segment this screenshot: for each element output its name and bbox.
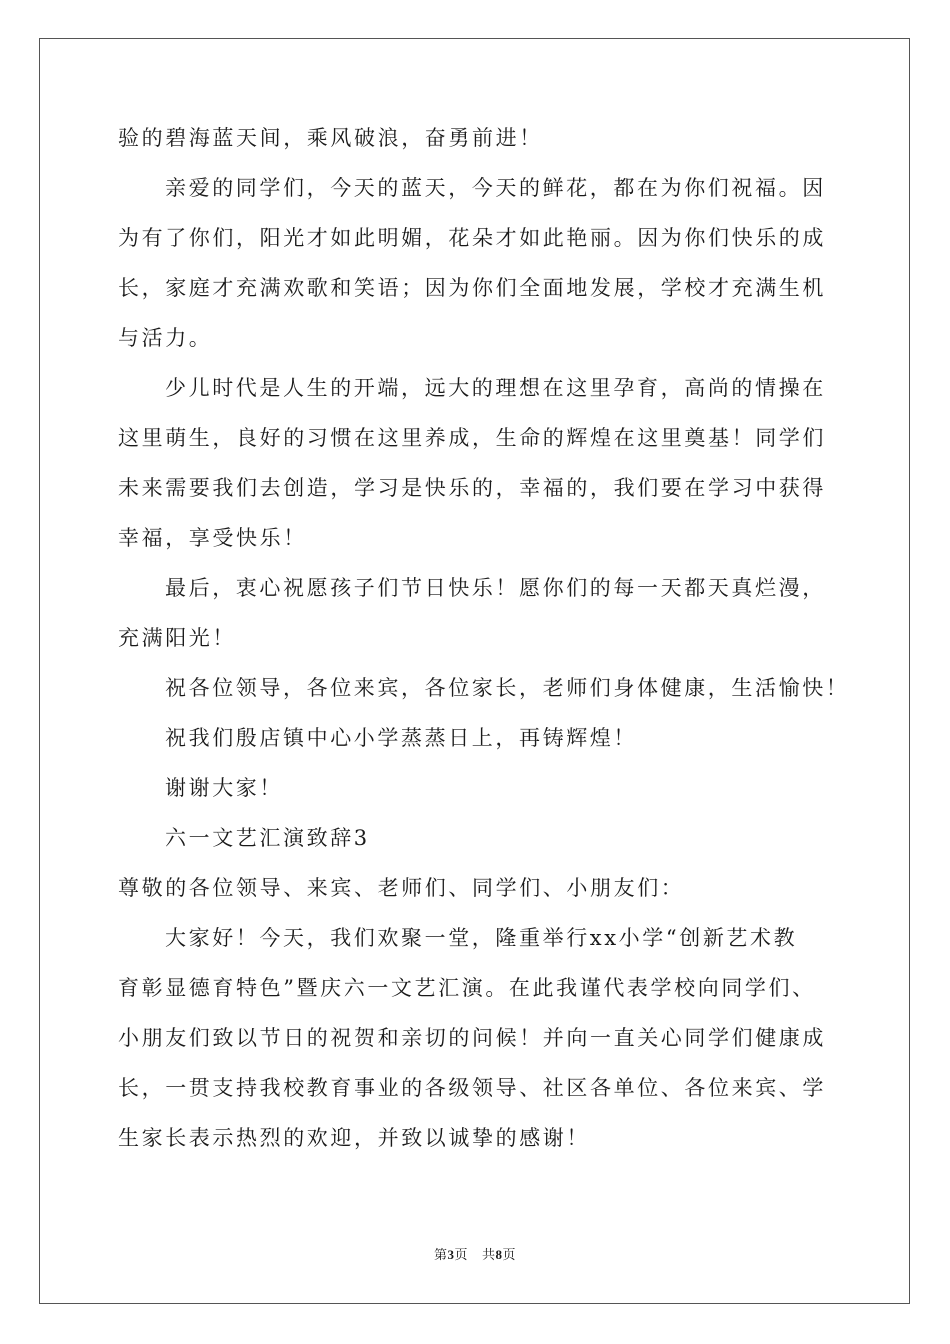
page-suffix: 页 [454, 1248, 468, 1263]
text-line: 为有了你们，阳光才如此明媚，花朵才如此艳丽。因为你们快乐的成 [118, 226, 826, 250]
paragraph-start: 谢谢大家！ [165, 776, 283, 800]
paragraph-start: 亲爱的同学们，今天的蓝天，今天的鲜花，都在为你们祝福。因 [165, 176, 826, 200]
text-line: 小朋友们致以节日的祝贺和亲切的问候！并向一直关心同学们健康成 [118, 1026, 826, 1050]
text-line: 未来需要我们去创造，学习是快乐的，幸福的，我们要在学习中获得 [118, 476, 826, 500]
text-line: 这里萌生，良好的习惯在这里养成，生命的辉煌在这里奠基！同学们 [118, 426, 826, 450]
paragraph-start: 祝各位领导，各位来宾，各位家长，老师们身体健康，生活愉快！ [165, 676, 850, 700]
section-heading: 六一文艺汇演致辞3 [165, 826, 370, 850]
page-prefix: 第 [433, 1248, 448, 1263]
total-suffix: 页 [502, 1248, 517, 1263]
page-number: 3 [447, 1247, 455, 1262]
text-line: 幸福，享受快乐！ [118, 526, 307, 550]
page-footer [0, 1247, 950, 1264]
text-line: 生家长表示热烈的欢迎，并致以诚挚的感谢！ [118, 1126, 590, 1150]
text-line: 长，一贯支持我校教育事业的各级领导、社区各单位、各位来宾、学 [118, 1076, 826, 1100]
total-pages: 8 [495, 1247, 503, 1262]
text-line: 充满阳光！ [118, 626, 236, 650]
text-line: 与活力。 [118, 326, 213, 350]
total-prefix: 共 [482, 1248, 496, 1263]
paragraph-start: 大家好！今天，我们欢聚一堂，隆重举行xx小学“创新艺术教 [165, 926, 798, 950]
text-line: 长，家庭才充满欢歌和笑语；因为你们全面地发展，学校才充满生机 [118, 276, 826, 300]
text-line: 验的碧海蓝天间，乘风破浪，奋勇前进！ [118, 126, 543, 150]
text-line: 育彰显德育特色”暨庆六一文艺汇演。在此我谨代表学校向同学们、 [118, 976, 816, 1000]
paragraph-start: 祝我们殷店镇中心小学蒸蒸日上，再铸辉煌！ [165, 726, 637, 750]
paragraph-start: 少儿时代是人生的开端，远大的理想在这里孕育，高尚的情操在 [165, 376, 826, 400]
salutation: 尊敬的各位领导、来宾、老师们、同学们、小朋友们： [118, 876, 685, 900]
paragraph-start: 最后，衷心祝愿孩子们节日快乐！愿你们的每一天都天真烂漫， [165, 576, 826, 600]
